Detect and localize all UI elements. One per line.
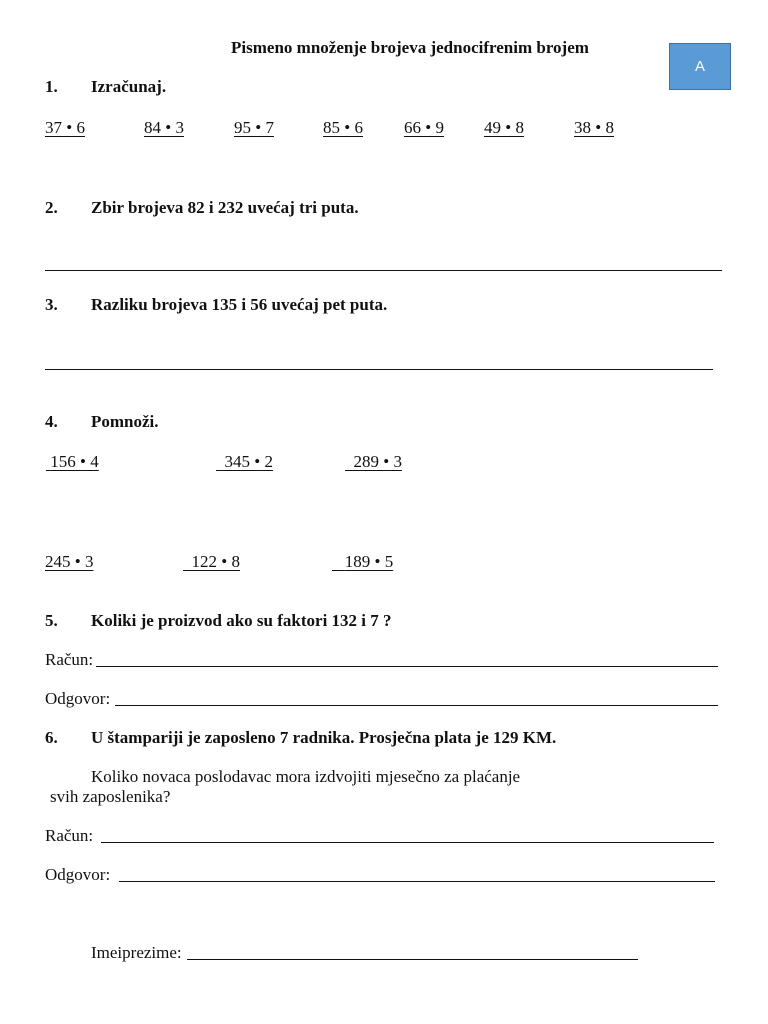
q4-expr: 122 • 8 xyxy=(191,552,240,571)
q4-expr: 245 • 3 xyxy=(45,552,94,571)
answer-line xyxy=(96,666,718,667)
answer-line xyxy=(45,270,722,271)
q1-expr: 38 • 8 xyxy=(574,118,614,137)
q1-expr: 95 • 7 xyxy=(234,118,274,137)
q1-text: Izračunaj. xyxy=(91,77,167,96)
q5-number: 5. xyxy=(45,611,58,630)
q1-expr: 84 • 3 xyxy=(144,118,184,137)
q4-expr: 156 • 4 xyxy=(50,452,99,471)
q1-expr: 37 • 6 xyxy=(45,118,85,137)
name-label: Imeiprezime: xyxy=(91,943,182,962)
q3-number: 3. xyxy=(45,295,58,314)
group-badge: A xyxy=(669,43,731,90)
answer-label: Odgovor: xyxy=(45,865,111,884)
q4-expr: 289 • 3 xyxy=(353,452,402,471)
worksheet-title: Pismeno množenje brojeva jednocifrenim brojem xyxy=(231,38,589,57)
q1-expr: 49 • 8 xyxy=(484,118,524,137)
calc-label: Račun: xyxy=(45,650,94,669)
q5-text: Koliki je proizvod ako su faktori 132 i 7 ? xyxy=(91,611,392,630)
q6-text: U štampariji je zaposleno 7 radnika. Prosječna plata je 129 KM. xyxy=(91,728,557,747)
q1-expr: 85 • 6 xyxy=(323,118,363,137)
name-line xyxy=(187,959,638,960)
q1-number: 1. xyxy=(45,77,58,96)
q1-expr: 66 • 9 xyxy=(404,118,444,137)
answer-line xyxy=(101,842,714,843)
q4-expr: 189 • 5 xyxy=(344,552,394,571)
q6-subtext: Koliko novaca poslodavac mora izdvojiti mjesečno za plaćanje xyxy=(91,767,521,786)
answer-line xyxy=(115,705,718,706)
q6-subtext: svih zaposlenika? xyxy=(50,787,171,806)
q2-number: 2. xyxy=(45,198,58,217)
q6-number: 6. xyxy=(45,728,58,747)
calc-label: Račun: xyxy=(45,826,94,845)
answer-line xyxy=(119,881,715,882)
q4-text: Pomnoži. xyxy=(91,412,159,431)
q4-number: 4. xyxy=(45,412,58,431)
q3-text: Razliku brojeva 135 i 56 uvećaj pet puta. xyxy=(91,295,388,314)
answer-line xyxy=(45,369,713,370)
q2-text: Zbir brojeva 82 i 232 uvećaj tri puta. xyxy=(91,198,359,217)
answer-label: Odgovor: xyxy=(45,689,111,708)
q4-expr: 345 • 2 xyxy=(224,452,273,471)
